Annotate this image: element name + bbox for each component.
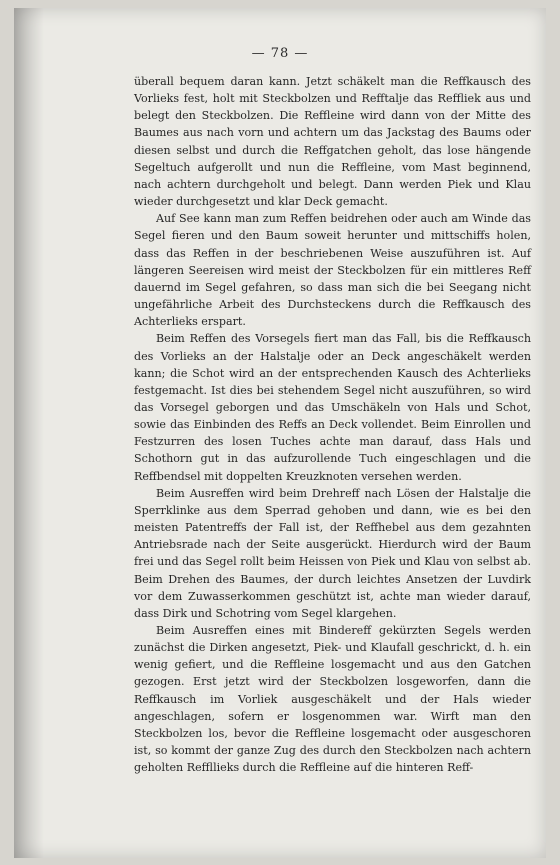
paragraph-1: überall bequem daran kann. Jetzt schäkelt man die Reffkausch des Vorlieks fest, holt mit Steckbolzen und Refftalje das Reffliek aus und belegt den Steckbolzen. Die Reffleine wird dann von der Mitte des Baumes aus nach vorn und achtern um das Jackstag des Baums oder diesen selbst und durch die Reffgatchen geholt, das lose hängende Segeltuch aufgerollt und nun die Reffleine, vom Mast beginnend, nach achtern durchgeholt und belegt. Dann werden Piek und Klau wieder durchgesetzt und klar Deck gemacht. <box>134 75 531 209</box>
paragraph-4: Beim Ausreffen wird beim Drehreff nach Lösen der Halstalje die Sperrklinke aus dem Sperrad gehoben und dann, wie es bei den meisten Patentreffs der Fall ist, der Reffhebel aus dem gezahnten Antriebsrade nach der Seite ausgerückt. Hierdurch wird der Baum frei und das Segel rollt beim Heissen von Piek und Klau von selbst ab. Beim Drehen des Baumes, der durch leichtes Ansetzen der Luvdirk vor dem Zuwasserkommen geschützt ist, achte man wieder darauf, dass Dirk und Schotring vom Segel klargehen. <box>134 486 531 620</box>
body-text <box>134 73 531 776</box>
book-page <box>14 8 546 858</box>
paragraph-5: Beim Ausreffen eines mit Bindereff gekürzten Segels werden zunächst die Dirken angesetzt, Piek- und Klaufall geschrickt, d. h. ein wenig gefiert, und die Reffleine losgemacht und aus den Gatchen gezogen. Erst jetzt wird der Steckbolzen losgeworfen, dann die Reffkausch im Vorliek ausgeschäkelt und der Hals wieder angeschlagen, sofern er losgenommen war. Wirft man den Steckbolzen los, bevor die Reffleine losgemacht oder ausgeschoren ist, so kommt der ganze Zug des durch den Steckbolzen nach achtern geholten Reffllieks durch die Reffleine auf die hinteren Reff- <box>134 624 531 775</box>
paragraph-2: Auf See kann man zum Reffen beidrehen oder auch am Winde das Segel fieren und den Baum soweit herunter und mittschiffs holen, dass das Reffen in der beschriebenen Weise auszuführen ist. Auf längeren Seereisen wird meist der Steckbolzen für ein mittleres Reff dauernd im Segel gefahren, so dass man sich die bei Seegang nicht ungefährliche Arbeit des Durchsteckens durch die Reffkausch des Achterlieks erspart. <box>134 212 531 329</box>
page-number: — 78 — <box>251 46 309 61</box>
paragraph-3: Beim Reffen des Vorsegels fiert man das Fall, bis die Reffkausch des Vorlieks an der Halstalje oder an Deck angeschäkelt werden kann; die Schot wird an der entsprechenden Kausch des Achterlieks festgemacht. Ist dies bei stehendem Segel nicht auszuführen, so wird das Vorsegel geborgen und das Umschäkeln von Hals und Schot, sowie das Einbinden des Reffs an Deck vollendet. Beim Einrollen und Festzurren des losen Tuches achte man darauf, dass Hals und Schothorn gut in das aufzurollende Tuch eingeschlagen und die Reffbendsel mit doppelten Kreuzknoten versehen werden. <box>134 332 531 483</box>
page-spine-shadow <box>14 8 44 858</box>
